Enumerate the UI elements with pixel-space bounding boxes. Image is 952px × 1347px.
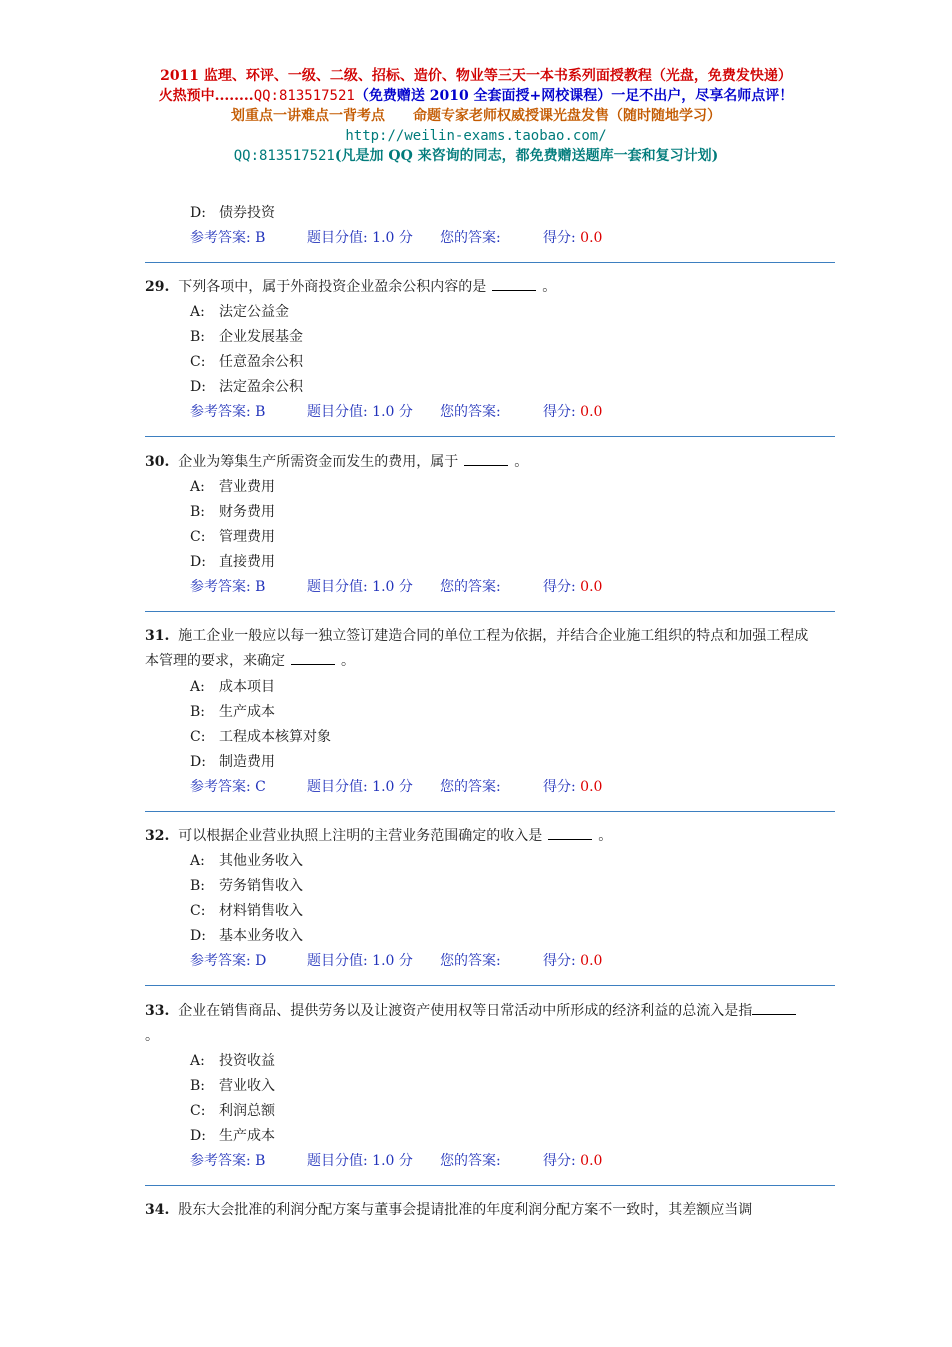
option-text: 法定公益金	[219, 304, 289, 320]
option-text: 企业发展基金	[219, 329, 303, 345]
question-number: 30.	[145, 454, 170, 470]
option-d	[190, 927, 303, 945]
option-d	[190, 553, 275, 571]
option-text: 利润总额	[219, 1103, 275, 1119]
option-letter: B:	[190, 704, 206, 720]
ref-label: 参考答案:	[190, 404, 256, 420]
option-letter: C:	[190, 529, 206, 545]
reference-answer	[190, 952, 266, 970]
option-letter: D:	[190, 754, 206, 770]
option-d	[190, 753, 275, 771]
ref-value: C	[255, 779, 266, 795]
separator	[145, 811, 835, 812]
option-text: 生产成本	[219, 1128, 275, 1144]
option-text: 基本业务收入	[219, 928, 303, 944]
score-label: 得分:	[543, 953, 581, 969]
option-letter: B:	[190, 504, 206, 520]
option-letter: B:	[190, 329, 206, 345]
option-text: 法定盈余公积	[219, 379, 303, 395]
question-stem: 施工企业一般应以每一独立签订建造合同的单位工程为依据，并结合企业施工组织的特点和加强工程成本管理的要求，来确定	[145, 628, 809, 669]
option-text: 成本项目	[219, 679, 275, 695]
question-number: 31.	[145, 628, 170, 644]
option-text: 生产成本	[219, 704, 275, 720]
your-answer: 您的答案:	[440, 230, 501, 246]
option-text: 材料销售收入	[219, 903, 303, 919]
question-29	[145, 275, 810, 300]
separator	[145, 436, 835, 437]
your-answer: 您的答案:	[440, 579, 501, 595]
score	[543, 403, 602, 421]
option-c	[190, 528, 275, 546]
question-stem: 下列各项中，属于外商投资企业盈余公积内容的是	[178, 279, 487, 295]
option-letter: B:	[190, 1078, 206, 1094]
option-c	[190, 728, 331, 746]
score-label: 得分:	[543, 579, 581, 595]
header-link[interactable]	[0, 128, 952, 145]
separator	[145, 611, 835, 612]
header-qq-2: QQ:813517521	[233, 148, 335, 164]
option-text: 财务费用	[219, 504, 275, 520]
your-answer: 您的答案:	[440, 404, 501, 420]
question-value: 题目分值: 1.0 分	[307, 404, 413, 420]
option-a	[190, 678, 275, 696]
option-letter: A:	[190, 853, 205, 869]
ref-value: D	[255, 953, 267, 969]
ref-label: 参考答案:	[190, 953, 256, 969]
question-number: 34.	[145, 1202, 170, 1218]
question-33	[145, 999, 810, 1049]
ref-value: B	[255, 404, 266, 420]
separator	[145, 262, 835, 263]
question-value: 题目分值: 1.0 分	[307, 779, 413, 795]
question-stem: 可以根据企业营业执照上注明的主营业务范围确定的收入是	[178, 828, 543, 844]
reference-answer	[190, 1152, 265, 1170]
score-value: 0.0	[580, 404, 603, 420]
option-letter: D:	[190, 205, 206, 221]
option-letter: C:	[190, 354, 206, 370]
question-number: 29.	[145, 279, 170, 295]
question-30	[145, 450, 810, 475]
option-text: 任意盈余公积	[219, 354, 303, 370]
header-line-3: 划重点一讲难点一背考点 命题专家老师权威授课光盘发售（随时随地学习）	[231, 108, 721, 124]
option-b	[190, 877, 303, 895]
score-label: 得分:	[543, 779, 581, 795]
question-31	[145, 624, 810, 674]
answer-blank	[752, 1002, 796, 1015]
question-34	[145, 1198, 810, 1223]
score-label: 得分:	[543, 404, 581, 420]
reference-answer	[190, 778, 266, 796]
stem-end: 。	[542, 279, 557, 295]
header-line-2-prefix: 火热预中........	[158, 88, 254, 104]
option-d	[190, 378, 303, 396]
question-stem: 企业在销售商品、提供劳务以及让渡资产使用权等日常活动中所形成的经济利益的总流入是指	[178, 1003, 753, 1019]
option-text: 债券投资	[219, 205, 275, 221]
answer-blank	[548, 827, 592, 840]
option-text: 营业收入	[219, 1078, 275, 1094]
stem-end: 。	[598, 828, 613, 844]
score	[543, 578, 602, 596]
question-value: 题目分值: 1.0 分	[307, 579, 413, 595]
option-text: 工程成本核算对象	[219, 729, 331, 745]
score	[543, 778, 602, 796]
score	[543, 952, 602, 970]
option-b	[190, 1077, 275, 1095]
ref-label: 参考答案:	[190, 1153, 256, 1169]
answer-blank	[492, 278, 536, 291]
question-value: 题目分值: 1.0 分	[307, 953, 413, 969]
option-text: 劳务销售收入	[219, 878, 303, 894]
score	[543, 1152, 602, 1170]
score-value: 0.0	[580, 953, 603, 969]
your-answer: 您的答案:	[440, 953, 501, 969]
option-a	[190, 478, 275, 496]
separator	[145, 985, 835, 986]
option-letter: A:	[190, 1053, 205, 1069]
stem-end: 。	[341, 653, 355, 669]
answer-blank	[291, 652, 335, 665]
stem-end: 。	[145, 1028, 159, 1044]
option-letter: A:	[190, 479, 205, 495]
option-a	[190, 852, 303, 870]
reference-answer	[190, 229, 265, 247]
option-text: 营业费用	[219, 479, 275, 495]
separator	[145, 1185, 835, 1186]
question-number: 32.	[145, 828, 170, 844]
ref-value: B	[255, 230, 266, 246]
option-text: 制造费用	[219, 754, 275, 770]
score	[543, 229, 602, 247]
option-a	[190, 1052, 275, 1070]
reference-answer	[190, 403, 265, 421]
option-letter: C:	[190, 903, 206, 919]
option-letter: D:	[190, 379, 206, 395]
option-d	[190, 204, 275, 222]
score-value: 0.0	[580, 230, 603, 246]
option-text: 投资收益	[219, 1053, 275, 1069]
option-letter: A:	[190, 679, 205, 695]
question-value: 题目分值: 1.0 分	[307, 1153, 413, 1169]
option-letter: D:	[190, 554, 206, 570]
question-value: 题目分值: 1.0 分	[307, 230, 413, 246]
ref-label: 参考答案:	[190, 579, 256, 595]
option-letter: C:	[190, 1103, 206, 1119]
header-line-1: 2011 监理、环评、一级、二级、招标、造价、物业等三天一本书系列面授教程（光盘，免费发快递）	[160, 68, 792, 84]
question-stem: 企业为筹集生产所需资金而发生的费用，属于	[178, 454, 459, 470]
option-b	[190, 503, 275, 521]
option-a	[190, 303, 289, 321]
option-letter: C:	[190, 729, 206, 745]
score-value: 0.0	[580, 579, 603, 595]
question-stem: 股东大会批准的利润分配方案与董事会提请批准的年度利润分配方案不一致时，其差额应当调	[178, 1202, 753, 1218]
header-line-5	[0, 148, 952, 165]
option-text: 管理费用	[219, 529, 275, 545]
score-value: 0.0	[580, 779, 603, 795]
your-answer: 您的答案:	[440, 779, 501, 795]
option-text: 直接费用	[219, 554, 275, 570]
option-b	[190, 703, 275, 721]
score-label: 得分:	[543, 230, 581, 246]
option-b	[190, 328, 303, 346]
ref-label: 参考答案:	[190, 779, 256, 795]
header-url[interactable]: http://weilin-exams.taobao.com/	[345, 128, 607, 144]
header-qq: QQ:813517521	[253, 88, 355, 104]
option-letter: A:	[190, 304, 205, 320]
header-line-5-rest: (凡是加 QQ 来咨询的同志，都免费赠送题库一套和复习计划)	[334, 148, 719, 164]
option-letter: B:	[190, 878, 206, 894]
option-letter: D:	[190, 928, 206, 944]
ref-label: 参考答案:	[190, 230, 256, 246]
score-value: 0.0	[580, 1153, 603, 1169]
your-answer: 您的答案:	[440, 1153, 501, 1169]
ref-value: B	[255, 1153, 266, 1169]
ref-value: B	[255, 579, 266, 595]
option-text: 其他业务收入	[219, 853, 303, 869]
option-c	[190, 353, 303, 371]
question-number: 33.	[145, 1003, 170, 1019]
stem-end: 。	[514, 454, 529, 470]
question-32	[145, 824, 810, 849]
option-c	[190, 1102, 275, 1120]
option-d	[190, 1127, 275, 1145]
reference-answer	[190, 578, 265, 596]
header-line-2	[0, 88, 952, 105]
header-line-2-rest: （免费赠送 2010 全套面授+网校课程）一足不出户，尽享名师点评！	[354, 88, 794, 104]
option-letter: D:	[190, 1128, 206, 1144]
option-c	[190, 902, 303, 920]
score-label: 得分:	[543, 1153, 581, 1169]
answer-blank	[464, 453, 508, 466]
